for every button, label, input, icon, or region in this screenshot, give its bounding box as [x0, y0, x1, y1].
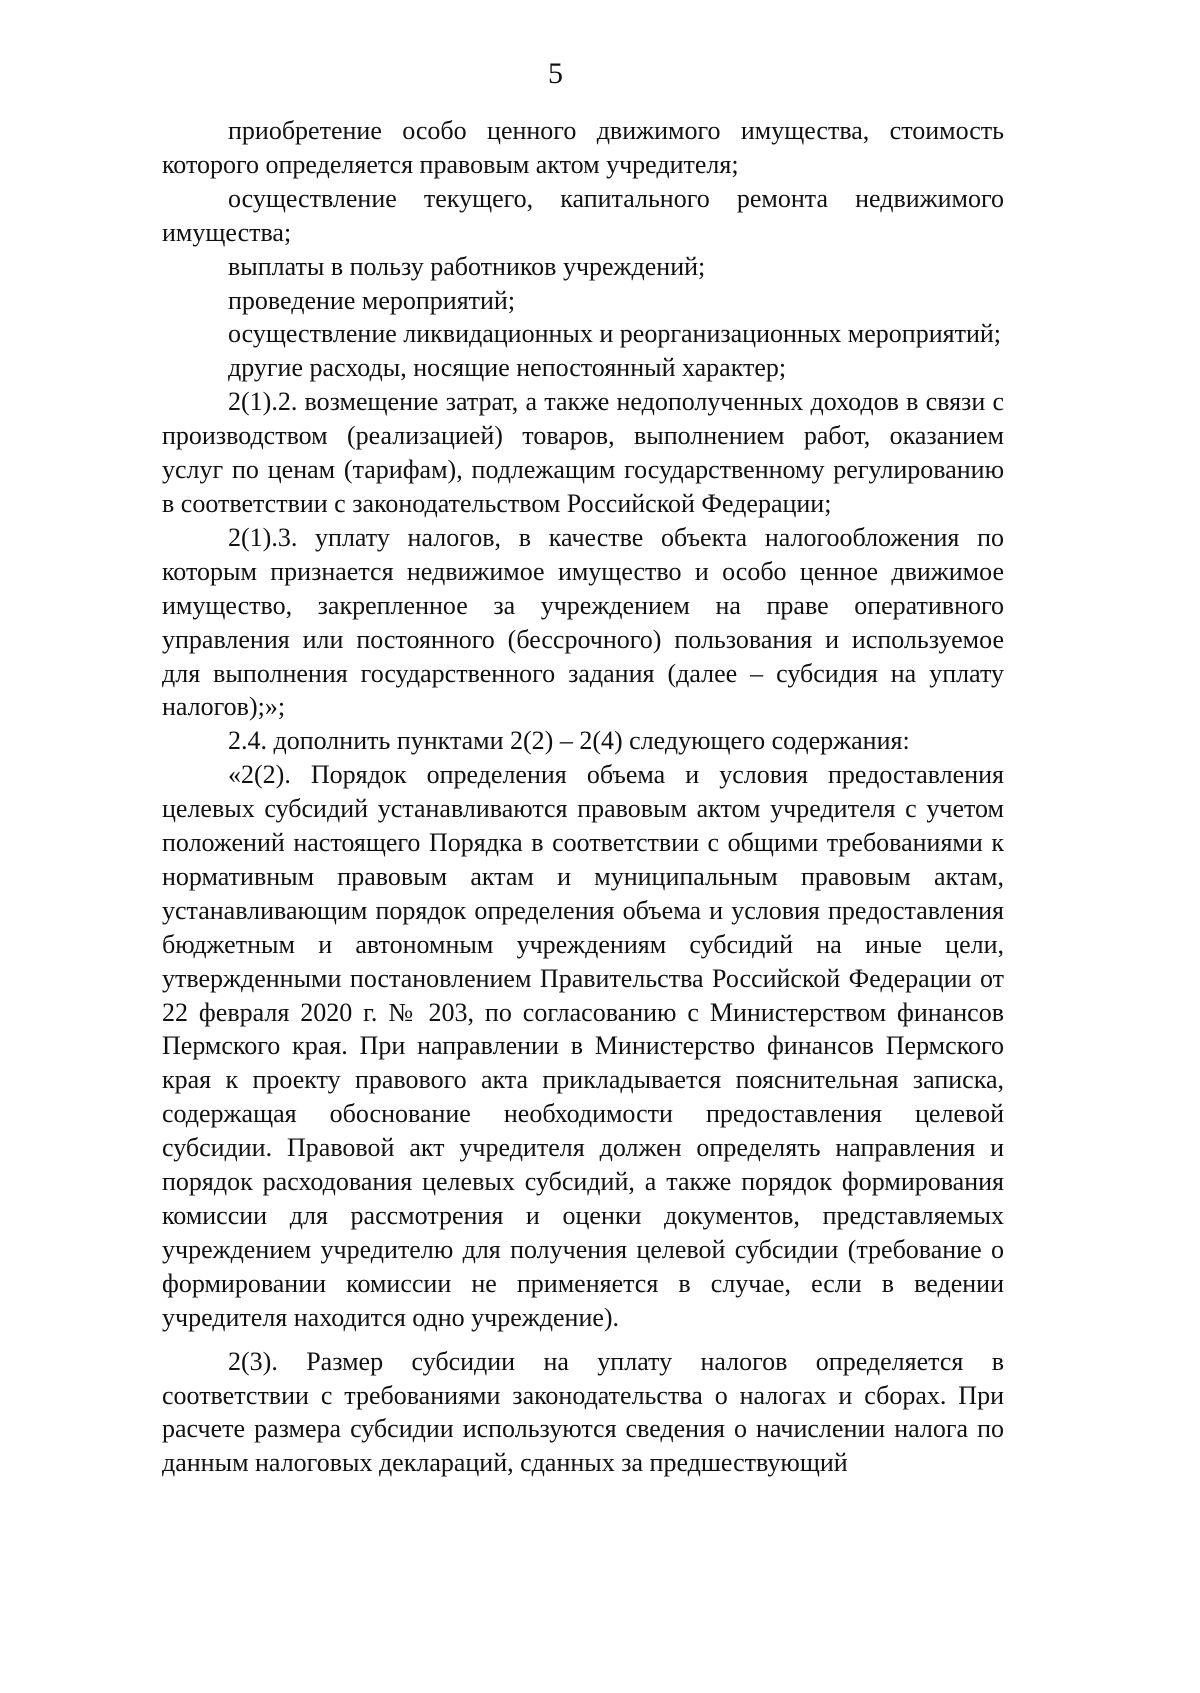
- paragraph-employee-payments: выплаты в пользу работников учреждений;: [228, 251, 706, 281]
- paragraph-clause-2-2: «2(2). Порядок определения объема и условия предоставления целевых субсидий устанавливаются правовым актом учредителя с учетом положений настоящего Порядка в соответствии с общими требованиями к нормативным правовым актам и муниципальным правовым актам, устанавливающим порядок определения объема и условия предоставления бюджетным и автономным учреждениям субсидий на иные цели, утвержденными постановлением Правительства Российской Федерации от 22 февраля 2020 г. № 203, по согласованию с Министерством финансов Пермского края. При направлении в Министерство финансов Пермского края к проекту правового акта прикладывается пояснительная записка, содержащая обоснование необходимости предоставления целевой субсидии. Правовой акт учредителя должен определять направления и порядок расходования целевых субсидий, а также порядок формирования комиссии для рассмотрения и оценки документов, представляемых учреждением учредителю для получения целевой субсидии (требование о формировании комиссии не применяется в случае, если в ведении учредителя находится одно учреждение).: [162, 760, 1004, 1332]
- paragraph-repair-of-real-estate: осуществление текущего, капитального ремонта недвижимого имущества;: [162, 183, 1004, 247]
- paragraph-clause-2-1-3: 2(1).3. уплату налогов, в качестве объекта налогообложения по которым признается недвижимое имущество и особо ценное движимое имущество, закрепленное за учреждением на праве оперативного управления или постоянного (бессрочного) пользования и используемое для выполнения государственного задания (далее – субсидия на уплату налогов);»;: [162, 522, 1004, 722]
- paragraph-clause-2-1-2: 2(1).2. возмещение затрат, а также недополученных доходов в связи с производством (реализацией) товаров, выполнением работ, оказанием услуг по ценам (тарифам), подлежащим государственному регулированию в соответствии с законодательством Российской Федерации;: [162, 387, 1004, 518]
- paragraph-clause-2-4: 2.4. дополнить пунктами 2(2) – 2(4) следующего содержания:: [228, 726, 910, 756]
- page-number: 5: [548, 57, 563, 90]
- paragraph-especially-valuable-property: приобретение особо ценного движимого имущества, стоимость которого определяется правовым актом учредителя;: [162, 116, 1004, 179]
- paragraph-clause-2-3: 2(3). Размер субсидии на уплату налогов определяется в соответствии с требованиями законодательства о налогах и сборах. При расчете размера субсидии используются сведения о начислении налога по данным налоговых деклараций, сданных за предшествующий: [162, 1346, 1004, 1478]
- paragraph-liquidation-measures: осуществление ликвидационных и реорганизационных мероприятий;: [228, 319, 1001, 349]
- paragraph-other-expenses: другие расходы, носящие непостоянный характер;: [228, 353, 787, 383]
- paragraph-events: проведение мероприятий;: [228, 285, 516, 315]
- document-body: [162, 114, 1004, 1480]
